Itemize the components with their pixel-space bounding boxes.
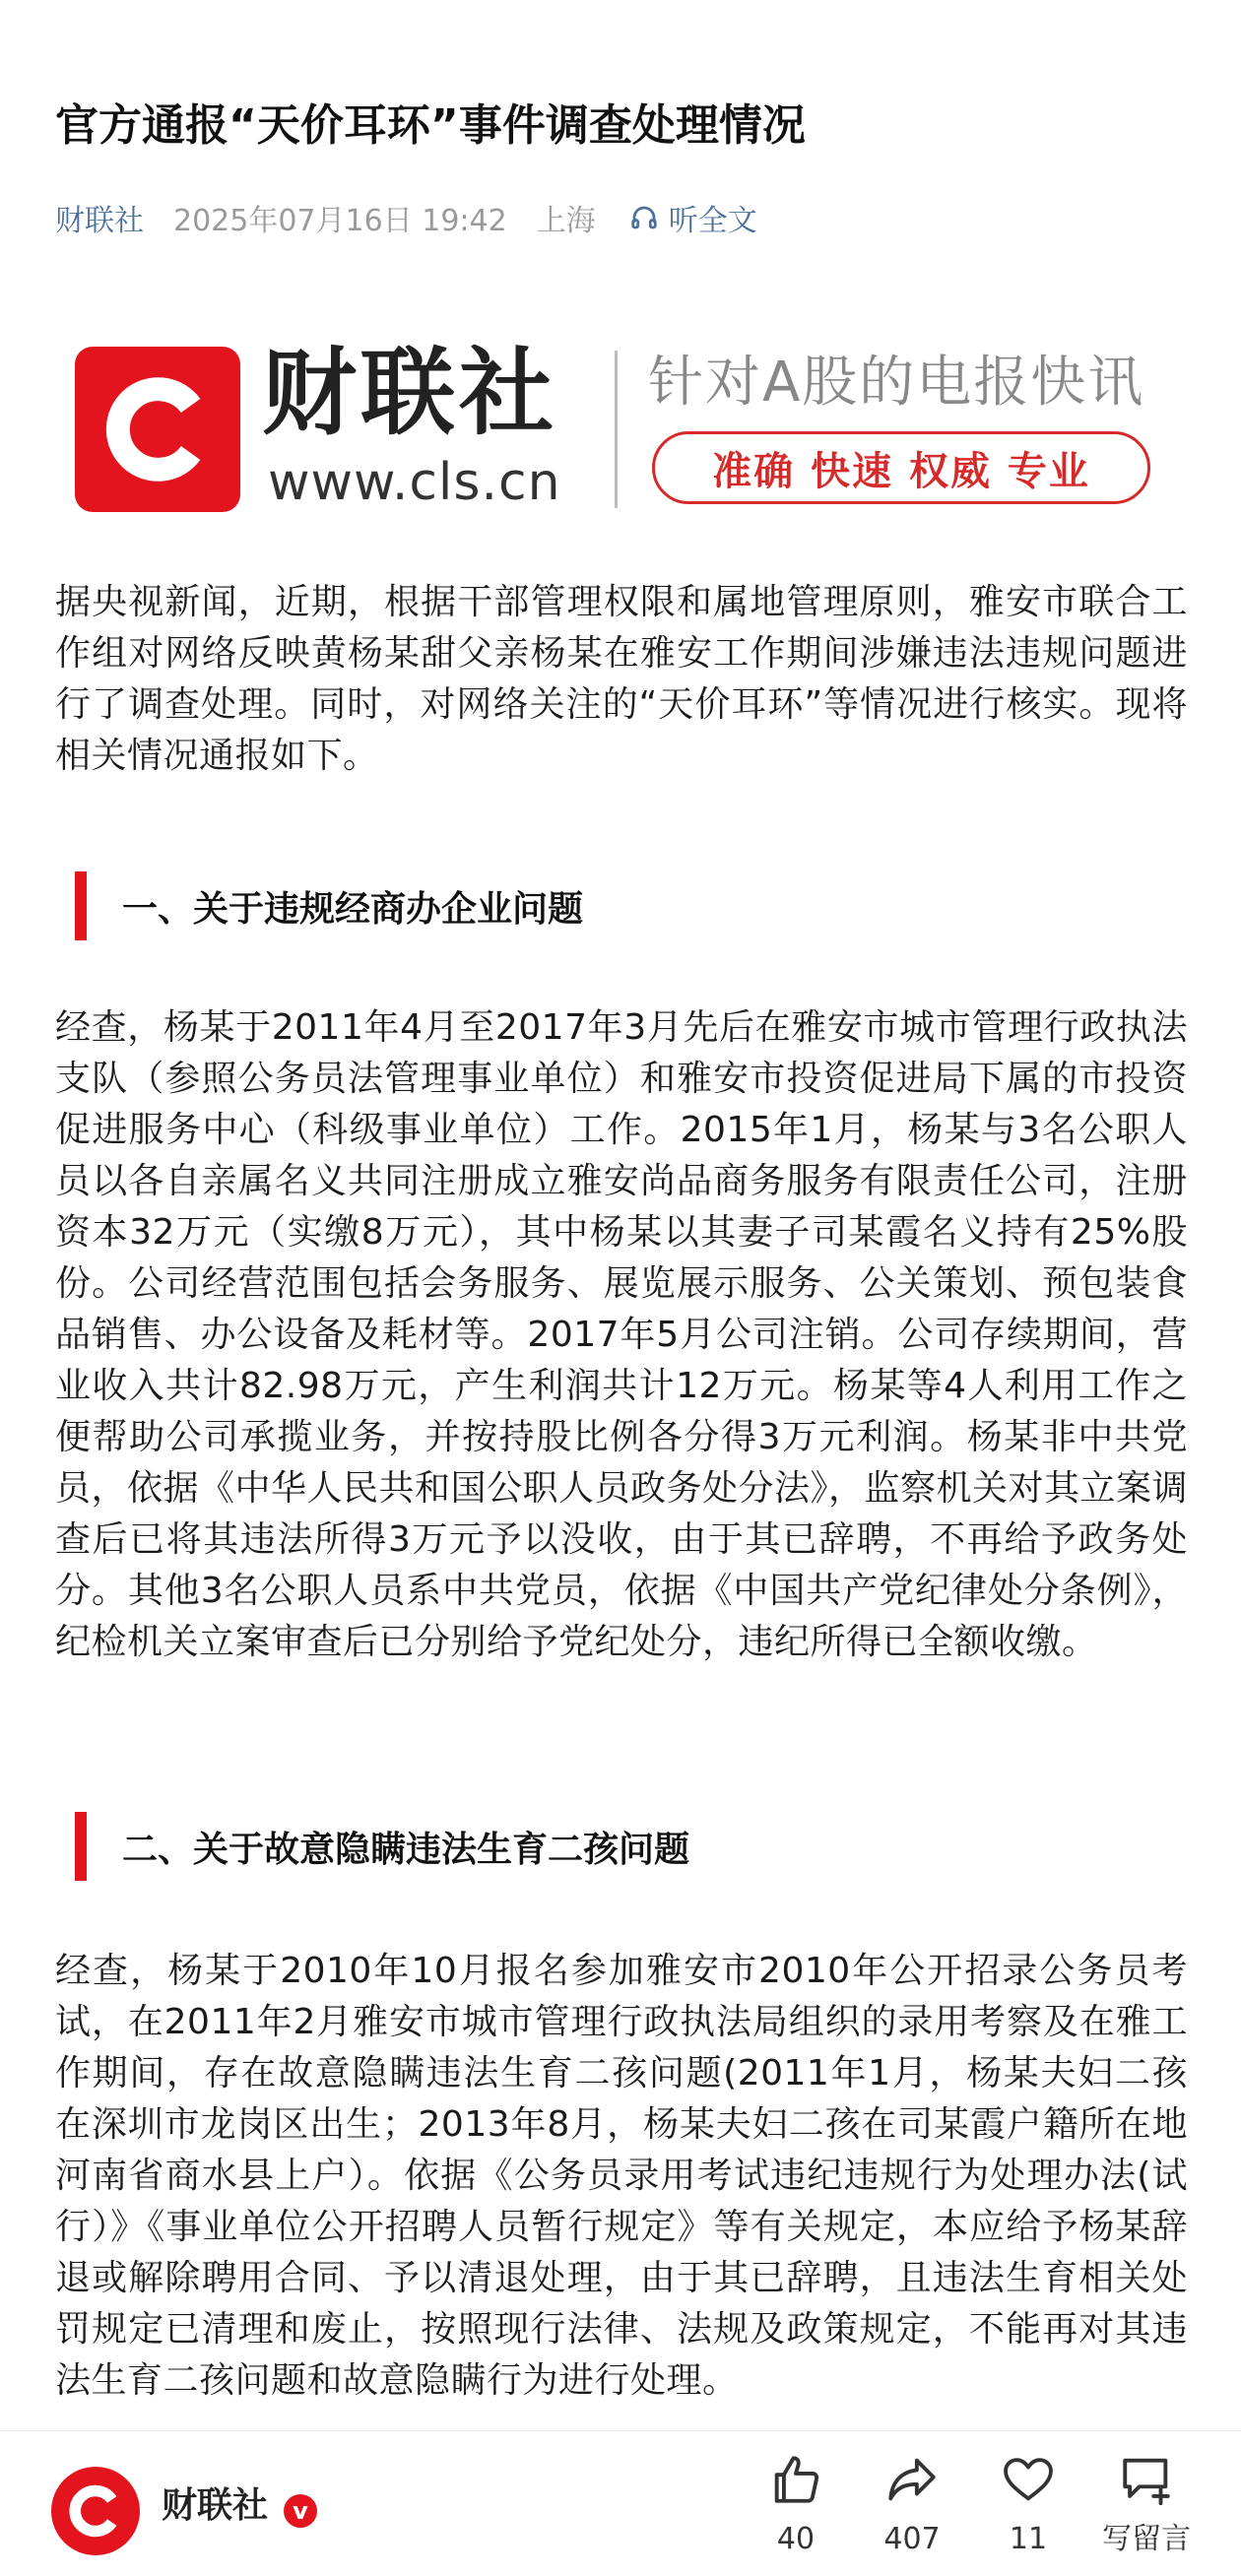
intro-paragraph: 据央视新闻，近期，根据干部管理权限和属地管理原则，雅安市联合工作组对网络反映黄杨某甜父亲杨某在雅安工作期间涉嫌违法违规问题进行了调查处理。同时，对网络关注的“天价耳环”等情况进行核实。现将相关情况通报如下。 <box>55 582 1188 776</box>
headphones-icon <box>629 203 659 232</box>
section-heading-1 <box>75 871 583 940</box>
brand-banner <box>75 331 1168 528</box>
section-heading-2 <box>75 1812 689 1881</box>
source-link[interactable]: 财联社 <box>55 204 144 238</box>
article-meta <box>55 195 757 240</box>
section-marker <box>75 871 87 940</box>
share-arrow-icon <box>883 2451 941 2508</box>
logo-c-icon <box>64 2479 127 2543</box>
section-title: 一、关于违规经商办企业问题 <box>122 888 584 930</box>
brand-name: 财联社 <box>262 338 557 448</box>
brand-url: www.cls.cn <box>268 453 561 512</box>
comment-label: 写留言 <box>1102 2522 1191 2556</box>
comment-button[interactable] <box>1087 2451 1206 2569</box>
bottom-action-bar <box>0 2430 1241 2576</box>
section2-paragraph: 经查，杨某于2010年10月报名参加雅安市2010年公开招录公务员考试，在2011年2月雅安市城市管理行政执法局组织的录用考察及在雅工作期间，存在故意隐瞒违法生育二孩问题(2011年1月，杨某夫妇二孩在深圳市龙岗区出生；2013年8月，杨某夫妇二孩在司某霞户籍所在地河南省商水县上户）。依据《公务员录用考试违纪违规行为处理办法(试行）》《事业单位公开招聘人员暂行规定》等有关规定，本应给予杨某辞退或解除聘用合同、予以清退处理，由于其已辞聘，且违法生育相关处罚规定已清理和废止，按照现行法律、法规及政策规定，不能再对其违法生育二孩问题和故意隐瞒行为进行处理。 <box>55 1951 1188 2401</box>
logo-c-icon <box>98 370 217 488</box>
listen-label: 听全文 <box>668 204 757 238</box>
banner-divider <box>615 351 618 508</box>
favorite-count: 11 <box>1009 2522 1048 2556</box>
publish-time: 2025年07月16日 19:42 <box>173 204 507 238</box>
listen-button[interactable] <box>629 196 757 239</box>
publish-location: 上海 <box>536 204 596 238</box>
section1-paragraph: 经查，杨某于2011年4月至2017年3月先后在雅安市城市管理行政执法支队（参照公务员法管理事业单位）和雅安市投资促进局下属的市投资促进服务中心（科级事业单位）工作。2015年1月，杨某与3名公职人员以各自亲属名义共同注册成立雅安尚品商务服务有限责任公司，注册资本32万元（实缴8万元），其中杨某以其妻子司某霞名义持有25%股份。公司经营范围包括会务服务、展览展示服务、公关策划、预包装食品销售、办公设备及耗材等。2017年5月公司注销。公司存续期间，营业收入共计82.98万元，产生利润共计12万元。杨某等4人利用工作之便帮助公司承揽业务，并按持股比例各分得3万元利润。杨某非中共党员，依据《中华人民共和国公职人员政务处分法》，监察机关对其立案调查后已将其违法所得3万元予以没收，由于其已辞聘，不再给予政务处分。其他3名公职人员系中共党员，依据《中国共产党纪律处分条例》，纪检机关立案审查后已分别给予党纪处分，违纪所得已全额收缴。 <box>55 1007 1189 1662</box>
share-count: 407 <box>883 2522 941 2556</box>
author-name[interactable]: 财联社 <box>162 2485 269 2526</box>
banner-slogan: 针对A股的电报快讯 <box>648 351 1145 415</box>
author-avatar[interactable] <box>51 2467 140 2555</box>
heart-icon <box>1000 2451 1057 2508</box>
brand-logo <box>75 347 240 512</box>
thumbs-up-icon <box>767 2451 824 2508</box>
share-button[interactable] <box>853 2451 971 2569</box>
article-title: 官方通报“天价耳环”事件调查处理情况 <box>55 100 806 151</box>
section-marker <box>75 1812 87 1881</box>
favorite-button[interactable] <box>969 2451 1087 2569</box>
section-title: 二、关于故意隐瞒违法生育二孩问题 <box>122 1829 690 1870</box>
comment-plus-icon <box>1118 2451 1175 2508</box>
like-count: 40 <box>776 2522 816 2556</box>
verified-badge: v <box>284 2494 317 2528</box>
like-button[interactable] <box>737 2451 855 2569</box>
banner-pill: 准确 快速 权威 专业 <box>652 431 1150 504</box>
